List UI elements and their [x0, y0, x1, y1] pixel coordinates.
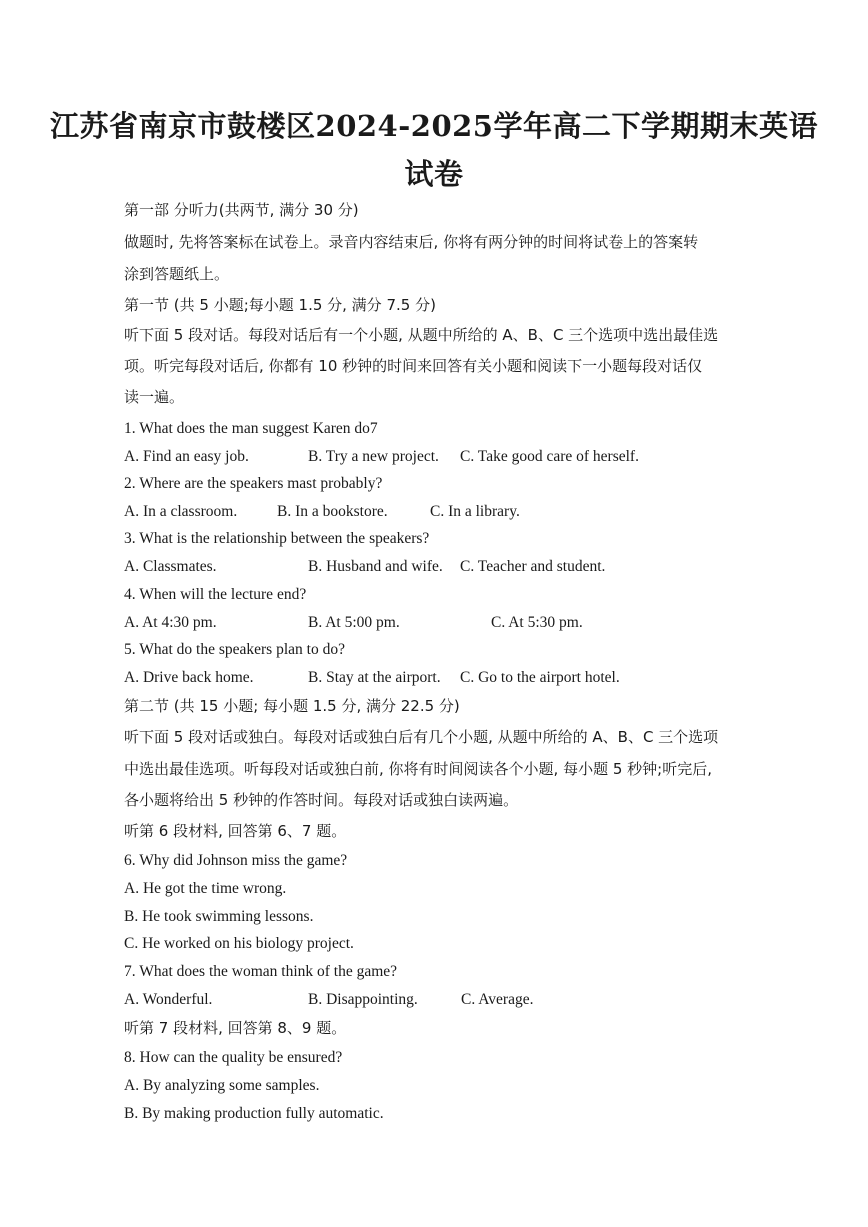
- option-b: B. Stay at the airport.: [308, 669, 441, 686]
- section2-instruction-line: 中选出最佳选项。听每段对话或独白前, 你将有时间阅读各个小题, 每小题 5 秒钟;听完后,: [124, 760, 712, 778]
- question-7: 7. What does the woman think of the game?: [124, 963, 398, 980]
- options-4: [124, 613, 744, 633]
- option-a: A. In a classroom.: [124, 503, 238, 520]
- option-b: B. He took swimming lessons.: [124, 908, 314, 925]
- options-1: [124, 447, 744, 467]
- options-7: [124, 990, 744, 1010]
- option-b: B. At 5:00 pm.: [308, 614, 400, 631]
- question-2: 2. Where are the speakers mast probably?: [124, 475, 383, 492]
- section1-instruction-line: 读一遍。: [124, 388, 185, 406]
- question-6: 6. Why did Johnson miss the game?: [124, 852, 348, 869]
- exam-title-line2: 试卷: [404, 157, 464, 191]
- options-2: [124, 502, 744, 522]
- option-c: C. Teacher and student.: [460, 558, 606, 575]
- option-c: C. He worked on his biology project.: [124, 935, 354, 952]
- option-c: C. In a library.: [430, 503, 520, 520]
- part1-instruction-line: 做题时, 先将答案标在试卷上。录音内容结束后, 你将有两分钟的时间将试卷上的答案转: [124, 233, 699, 251]
- section1-instruction-line: 项。听完每段对话后, 你都有 10 秒钟的时间来回答有关小题和阅读下一小题每段对话仅: [124, 357, 703, 375]
- option-a: A. Find an easy job.: [124, 448, 249, 465]
- options-5: [124, 668, 744, 688]
- section1-heading: 第一节 (共 5 小题;每小题 1.5 分, 满分 7.5 分): [124, 296, 436, 314]
- option-b: B. Husband and wife.: [308, 558, 443, 575]
- option-c: C. At 5:30 pm.: [491, 614, 583, 631]
- option-a: A. He got the time wrong.: [124, 880, 287, 897]
- part1-heading: 第一部 分听力(共两节, 满分 30 分): [124, 201, 359, 219]
- option-b: B. In a bookstore.: [277, 503, 388, 520]
- option-a: A. At 4:30 pm.: [124, 614, 217, 631]
- section1-instruction-line: 听下面 5 段对话。每段对话后有一个小题, 从题中所给的 A、B、C 三个选项中选出最佳选: [124, 326, 719, 344]
- material-7-heading: 听第 7 段材料, 回答第 8、9 题。: [124, 1019, 347, 1037]
- question-5: 5. What do the speakers plan to do?: [124, 641, 345, 658]
- option-b: B. Disappointing.: [308, 991, 418, 1008]
- option-c: C. Go to the airport hotel.: [460, 669, 620, 686]
- options-3: [124, 557, 744, 577]
- section2-instruction-line: 各小题将给出 5 秒钟的作答时间。每段对话或独白读两遍。: [124, 791, 519, 809]
- exam-title-line1: 江苏省南京市鼓楼区2024-2025学年高二下学期期末英语: [50, 109, 818, 143]
- section2-heading: 第二节 (共 15 小题; 每小题 1.5 分, 满分 22.5 分): [124, 697, 460, 715]
- option-c: C. Average.: [461, 991, 534, 1008]
- option-c: C. Take good care of herself.: [460, 448, 639, 465]
- option-a: A. Classmates.: [124, 558, 217, 575]
- section2-instruction-line: 听下面 5 段对话或独白。每段对话或独白后有几个小题, 从题中所给的 A、B、C 三个选项: [124, 728, 719, 746]
- option-a: A. Drive back home.: [124, 669, 254, 686]
- option-b: B. By making production fully automatic.: [124, 1105, 384, 1122]
- part1-instruction-line: 涂到答题纸上。: [124, 265, 230, 283]
- question-8: 8. How can the quality be ensured?: [124, 1049, 343, 1066]
- option-b: B. Try a new project.: [308, 448, 439, 465]
- question-4: 4. When will the lecture end?: [124, 586, 307, 603]
- option-a: A. By analyzing some samples.: [124, 1077, 320, 1094]
- question-3: 3. What is the relationship between the speakers?: [124, 530, 430, 547]
- option-a: A. Wonderful.: [124, 991, 213, 1008]
- question-1: 1. What does the man suggest Karen do7: [124, 420, 378, 437]
- material-6-heading: 听第 6 段材料, 回答第 6、7 题。: [124, 822, 347, 840]
